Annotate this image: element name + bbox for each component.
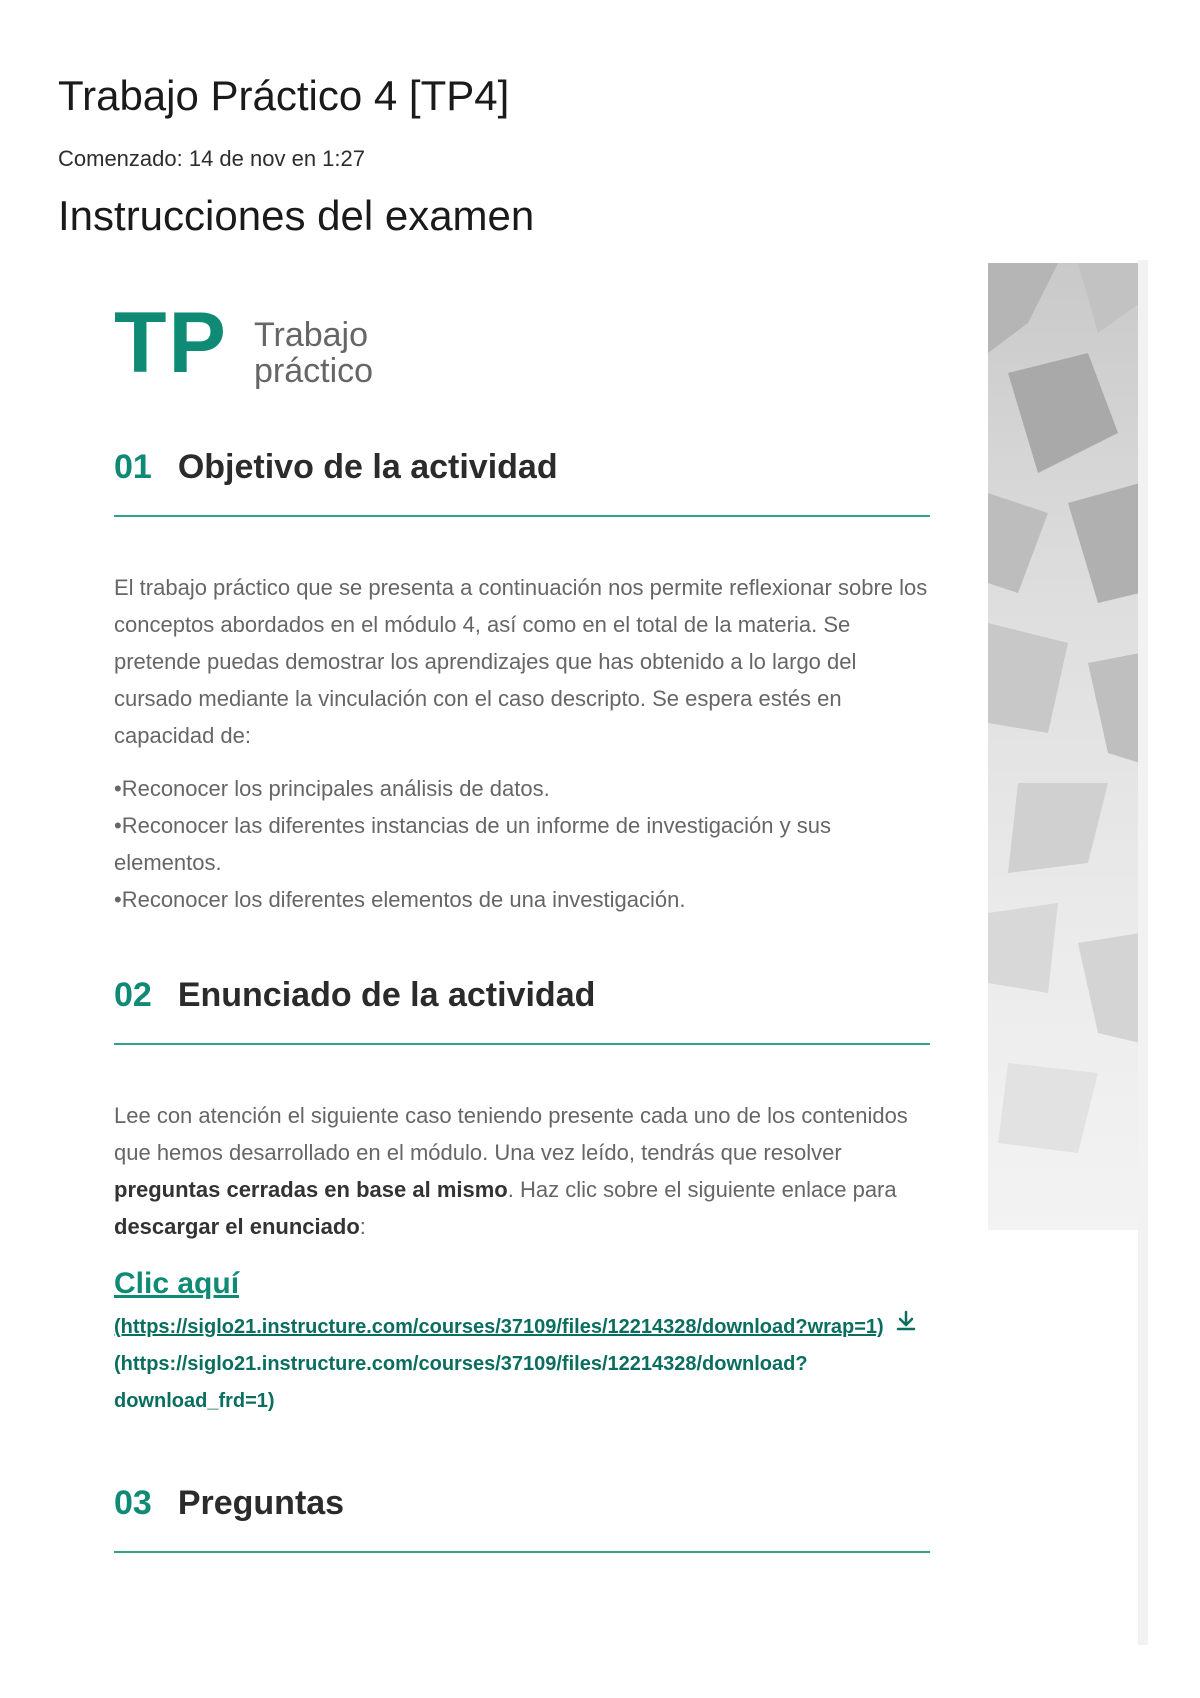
statement-text: :	[359, 1214, 366, 1239]
started-timestamp: Comenzado: 14 de nov en 1:27	[58, 146, 366, 171]
download-link[interactable]: Clic aquí	[114, 1267, 240, 1300]
download-url-link[interactable]: (https://siglo21.instructure.com/courses/37109/files/12214328/download?wrap=1)	[114, 1316, 884, 1338]
section-number: 03	[114, 1484, 152, 1523]
logo-mark: TP	[114, 295, 228, 391]
section-heading-statement	[114, 976, 930, 1045]
logo-line-1: Trabajo	[254, 316, 369, 354]
section-heading-objective	[114, 448, 930, 517]
objective-paragraph: El trabajo práctico que se presenta a continuación nos permite reflexionar sobre los conceptos abordados en el módulo 4, así como en el total de la materia. Se pretende puedas demostrar los aprendizajes que has obtenido a lo largo del cursado mediante la vinculación con el caso descripto. Se espera estés en capacidad de:	[114, 575, 928, 748]
statement-paragraph	[114, 1097, 930, 1245]
section-number: 02	[114, 976, 152, 1014]
logo-text	[254, 318, 373, 389]
list-item: •Reconocer los diferentes elementos de una investigación.	[114, 887, 686, 912]
section-title: Enunciado de la actividad	[177, 976, 596, 1014]
instructions-title: Instrucciones del examen	[58, 192, 535, 239]
tp-logo	[114, 295, 930, 410]
section-heading-questions	[114, 1484, 930, 1553]
statement-text: . Haz clic sobre el siguiente enlace para	[507, 1177, 897, 1202]
list-item: •Reconocer las diferentes instancias de un informe de investigación y sus elementos.	[114, 813, 831, 875]
list-item: •Reconocer los principales análisis de datos.	[114, 776, 550, 801]
section-number: 01	[114, 448, 152, 486]
section-title: Preguntas	[177, 1484, 345, 1523]
page-title: Trabajo Práctico 4 [TP4]	[58, 72, 510, 119]
scrollbar-track[interactable]	[1138, 260, 1148, 1645]
section-title: Objetivo de la actividad	[177, 448, 558, 486]
objective-bullets	[114, 770, 930, 918]
statement-text: Lee con atención el siguiente caso teniendo presente cada uno de los contenidos que hemos desarrollado en el módulo. Una vez leído, tendrás que resolver	[114, 1103, 908, 1165]
architecture-pattern-image	[988, 263, 1140, 1230]
decorative-side-image	[988, 263, 1140, 1230]
logo-line-2: práctico	[254, 351, 374, 390]
direct-download-url[interactable]: (https://siglo21.instructure.com/courses/37109/files/12214328/download?download_frd=1)	[114, 1353, 808, 1413]
download-url-block	[114, 1309, 930, 1420]
download-icon[interactable]	[894, 1309, 918, 1346]
statement-bold-text: descargar el enunciado	[114, 1214, 360, 1239]
statement-bold-text: preguntas cerradas en base al mismo	[114, 1177, 508, 1202]
exam-instructions-content	[114, 295, 930, 1553]
